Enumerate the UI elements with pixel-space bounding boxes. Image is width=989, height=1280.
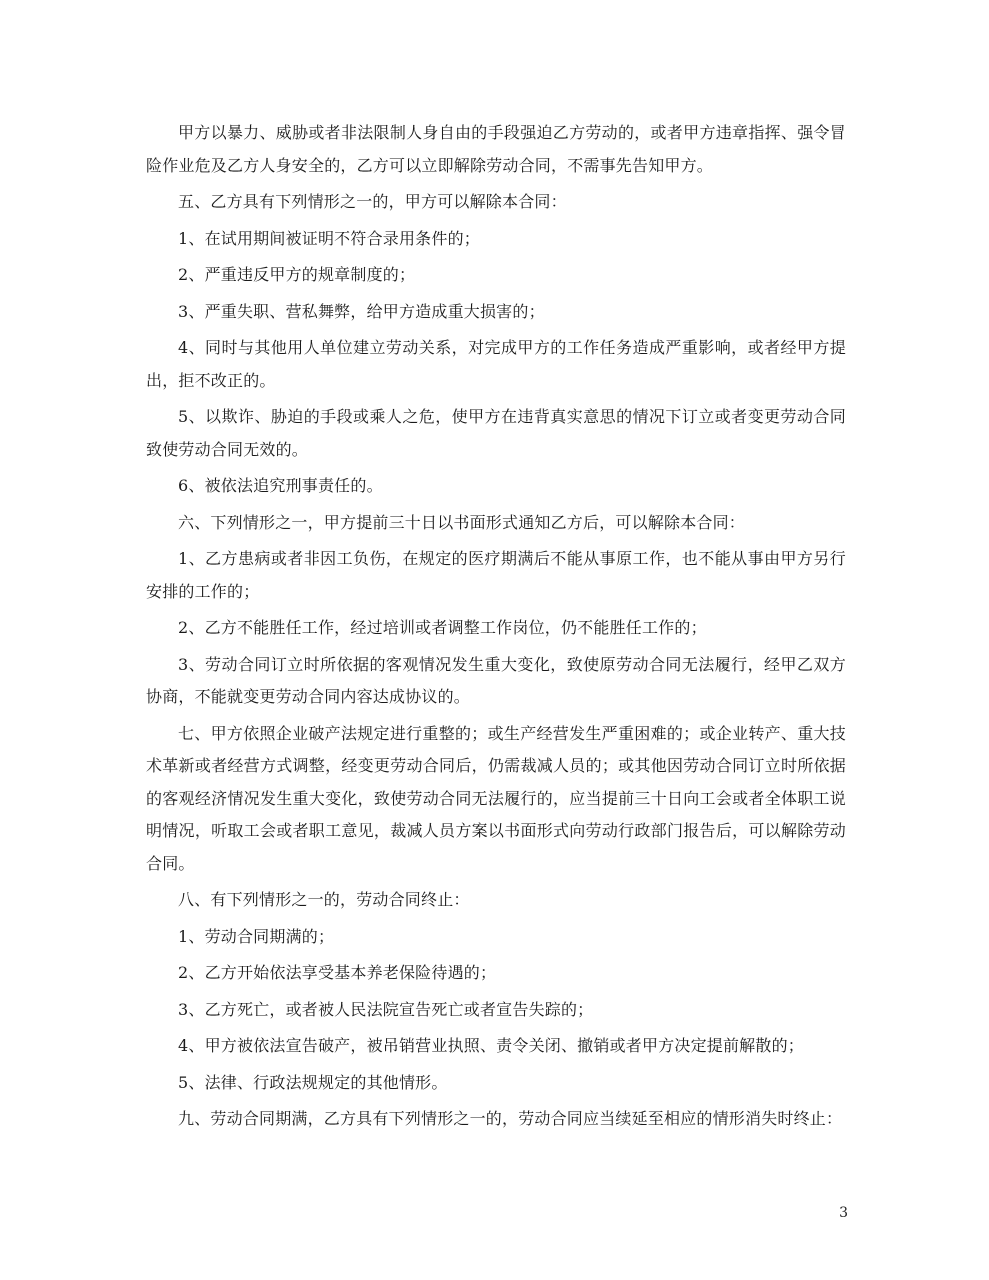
section-five-heading: 五、乙方具有下列情形之一的，甲方可以解除本合同： xyxy=(178,192,567,211)
section-five-item-4: 4、同时与其他用人单位建立劳动关系，对完成甲方的工作任务造成严重影响，或者经甲方提出，拒不改正的。 xyxy=(146,338,846,390)
section-five-item-1: 1、在试用期间被证明不符合录用条件的； xyxy=(178,228,480,248)
section-six-item-1: 1、乙方患病或者非因工负伤，在规定的医疗期满后不能从事原工作，也不能从事由甲方另行安排的工作的； xyxy=(146,549,846,601)
section-eight-item-3: 3、乙方死亡，或者被人民法院宣告死亡或者宣告失踪的； xyxy=(178,999,594,1019)
section-five-item-2: 2、严重违反甲方的规章制度的； xyxy=(178,265,416,284)
paragraph-intro: 甲方以暴力、威胁或者非法限制人身自由的手段强迫乙方劳动的，或者甲方违章指挥、强令冒险作业危及乙方人身安全的，乙方可以立即解除劳动合同，不需事先告知甲方。 xyxy=(146,123,846,175)
section-five-item-3: 3、严重失职、营私舞弊，给甲方造成重大损害的； xyxy=(178,301,545,321)
section-eight-heading: 八、有下列情形之一的，劳动合同终止： xyxy=(178,890,470,909)
section-eight-item-2: 2、乙方开始依法享受基本养老保险待遇的； xyxy=(178,963,497,982)
section-six-item-3: 3、劳动合同订立时所依据的客观情况发生重大变化，致使原劳动合同无法履行，经甲乙双方协商，不能就变更劳动合同内容达成协议的。 xyxy=(146,654,846,706)
section-seven-paragraph: 七、甲方依照企业破产法规定进行重整的；或生产经营发生严重困难的；或企业转产、重大技术革新或者经营方式调整，经变更劳动合同后，仍需裁减人员的；或其他因劳动合同订立时所依据的客观经济情况发生重大变化，致使劳动合同无法履行的，应当提前三十日向工会或者全体职工说明情况，听取工会或者职工意见，裁减人员方案以书面形式向劳动行政部门报告后，可以解除劳动合同。 xyxy=(146,723,846,873)
section-eight-item-4: 4、甲方被依法宣告破产，被吊销营业执照、责令关闭、撤销或者甲方决定提前解散的； xyxy=(178,1036,804,1055)
document-body xyxy=(146,117,846,1140)
section-five-item-5: 5、以欺诈、胁迫的手段或乘人之危，使甲方在违背真实意思的情况下订立或者变更劳动合同致使劳动合同无效的。 xyxy=(146,407,846,459)
section-eight-item-5: 5、法律、行政法规规定的其他情形。 xyxy=(178,1072,448,1092)
section-nine-heading: 九、劳动合同期满，乙方具有下列情形之一的，劳动合同应当续延至相应的情形消失时终止： xyxy=(178,1109,843,1128)
section-five-item-6: 6、被依法追究刑事责任的。 xyxy=(178,476,383,495)
section-six-heading: 六、下列情形之一，甲方提前三十日以书面形式通知乙方后，可以解除本合同： xyxy=(178,512,746,532)
page-number: 3 xyxy=(839,1205,848,1221)
section-six-item-2: 2、乙方不能胜任工作，经过培训或者调整工作岗位，仍不能胜任工作的； xyxy=(178,618,707,637)
section-eight-item-1: 1、劳动合同期满的； xyxy=(178,926,335,946)
